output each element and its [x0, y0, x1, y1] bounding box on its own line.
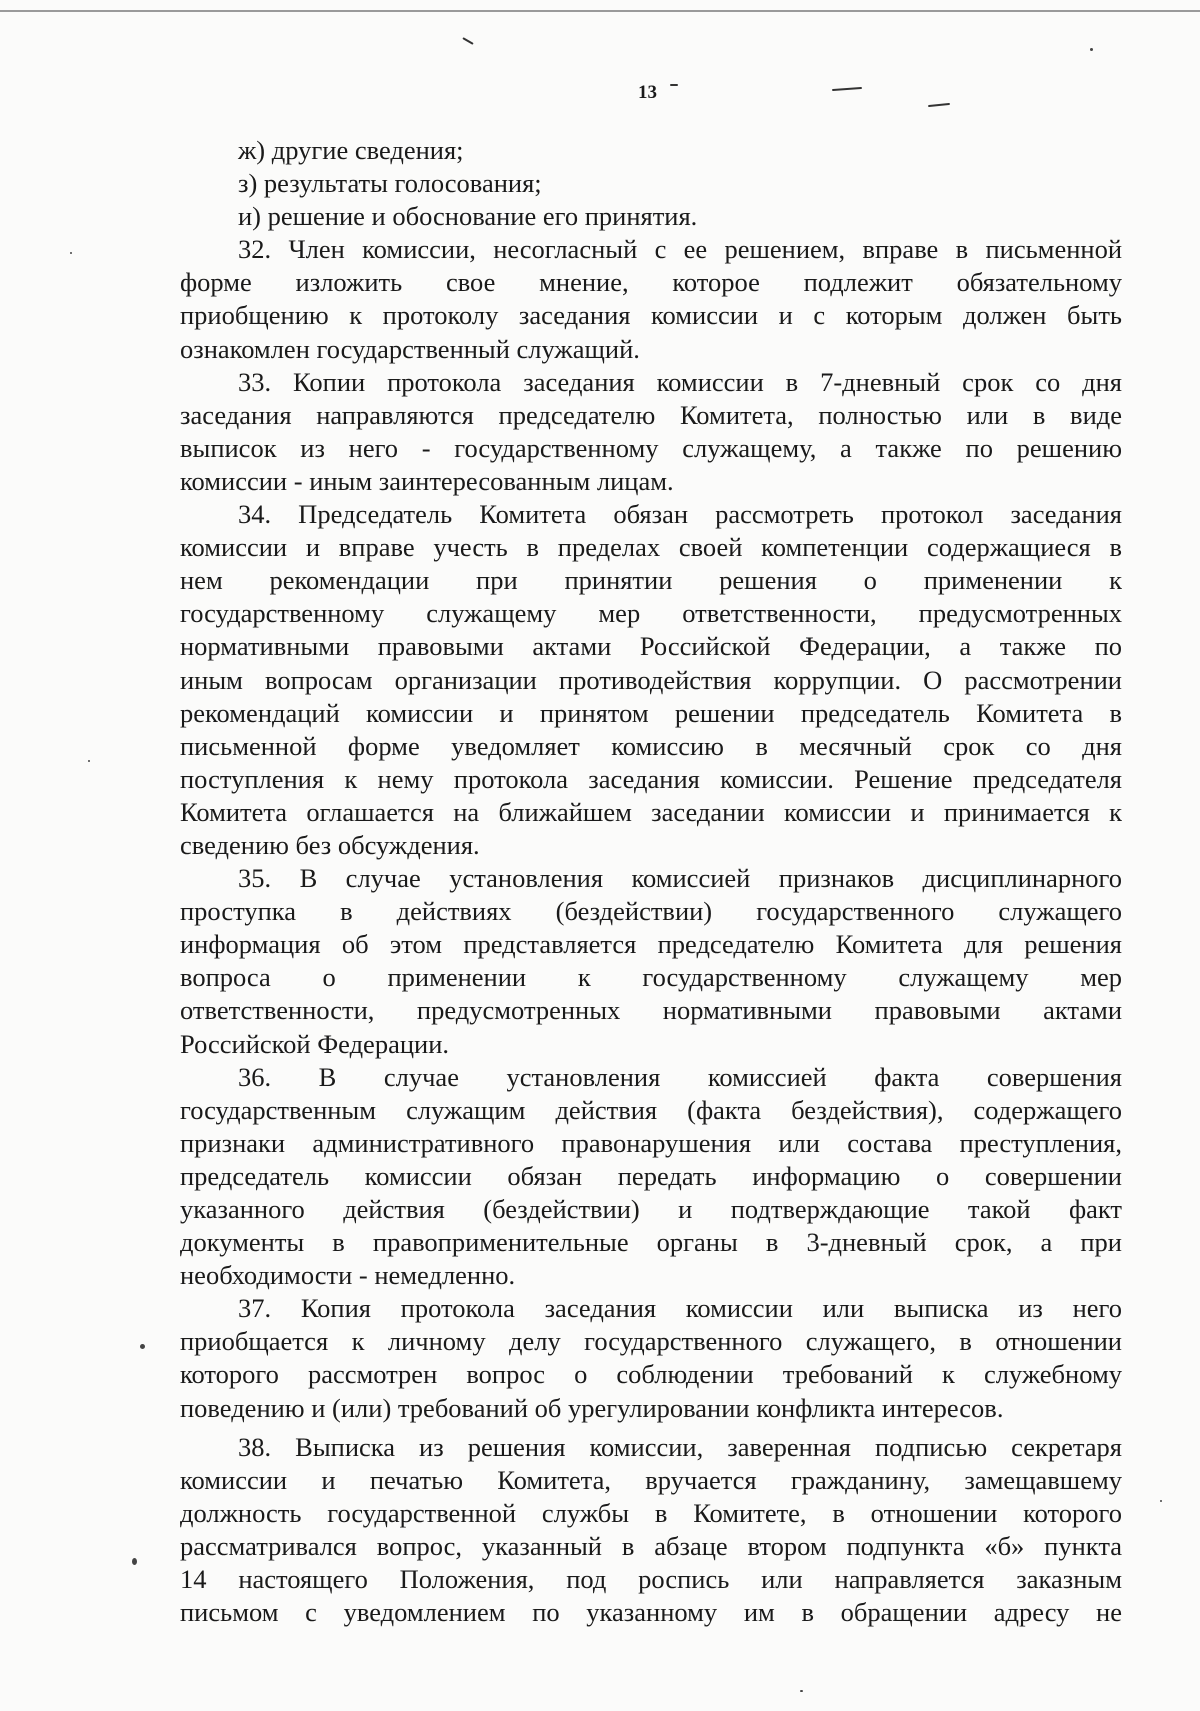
scan-mark: [928, 103, 950, 107]
scan-speck: [1160, 1500, 1162, 1502]
text-line: письменной форме уведомляет комиссию в месячный срок со дня: [180, 730, 1122, 761]
text-line: письмом с уведомлением по указанному им в обращении адресу не: [180, 1597, 1122, 1628]
text-line: государственным служащим действия (факта бездействия), содержащего: [180, 1094, 1122, 1125]
text-line: проступка в действиях (бездействии) государственного служащего: [180, 896, 1122, 927]
scan-mark: [670, 84, 678, 86]
scan-speck: [88, 760, 90, 762]
text-line: рекомендаций комиссии и принятом решении председатель Комитета в: [180, 697, 1122, 728]
text-line: рассматривался вопрос, указанный в абзаце втором подпункта «б» пункта: [180, 1530, 1122, 1561]
text-line: Комитета оглашается на ближайшем заседании комиссии и принимается к: [180, 796, 1122, 827]
text-line: вопроса о применении к государственному служащему мер: [180, 962, 1122, 993]
text-line: ознакомлен государственный служащий.: [180, 333, 640, 364]
text-line: приобщению к протоколу заседания комиссии и с которым должен быть: [180, 300, 1122, 331]
text-line: информация об этом представляется председателю Комитета для решения: [180, 929, 1122, 960]
text-line: 35. В случае установления комиссией признаков дисциплинарного: [238, 863, 1122, 894]
text-line: поступления к нему протокола заседания комиссии. Решение председателя: [180, 763, 1122, 794]
text-line: заседания направляются председателю Комитета, полностью или в виде: [180, 399, 1122, 430]
text-line: которого рассмотрен вопрос о соблюдении требований к служебному: [180, 1359, 1122, 1390]
text-line: 34. Председатель Комитета обязан рассмотреть протокол заседания: [238, 499, 1122, 530]
text-line: приобщается к личному делу государственного служащего, в отношении: [180, 1326, 1122, 1357]
text-line: и) решение и обоснование его принятия.: [238, 201, 698, 232]
scan-speck: [132, 1558, 137, 1565]
scan-speck: [800, 1690, 803, 1692]
text-line: форме изложить свое мнение, которое подлежит обязательному: [180, 267, 1122, 298]
text-line: государственному служащему мер ответственности, предусмотренных: [180, 598, 1122, 629]
text-line: указанного действия (бездействии) и подтверждающие такой факт: [180, 1194, 1122, 1224]
text-line: 38. Выписка из решения комиссии, заверенная подписью секретаря: [238, 1431, 1122, 1462]
text-line: выписок из него - государственному служащему, а также по решению: [180, 432, 1122, 463]
text-line: комиссии и вправе учесть в пределах своей компетенции содержащиеся в: [180, 532, 1122, 563]
scan-mark: [832, 87, 862, 91]
text-line: признаки административного правонарушения или состава преступления,: [180, 1127, 1122, 1158]
scan-mark: [462, 37, 473, 45]
scan-speck: [1090, 48, 1093, 51]
text-line: 33. Копии протокола заседания комиссии в 7-дневный срок со дня: [238, 366, 1122, 397]
text-line: необходимости - немедленно.: [180, 1260, 516, 1291]
text-line: ответственности, предусмотренных нормативными правовыми актами: [180, 995, 1122, 1026]
text-line: документы в правоприменительные органы в 3-дневный срок, а при: [180, 1227, 1122, 1258]
text-line: ж) другие сведения;: [238, 135, 464, 165]
text-line: комиссии - иным заинтересованным лицам.: [180, 465, 674, 496]
text-line: Российской Федерации.: [180, 1028, 449, 1059]
scan-speck: [70, 252, 72, 254]
page-number: 13: [638, 82, 657, 103]
text-line: комиссии и печатью Комитета, вручается гражданину, замещавшему: [180, 1464, 1122, 1495]
scan-top-edge: [0, 10, 1200, 12]
text-line: нормативными правовыми актами Российской Федерации, а также по: [180, 631, 1122, 662]
text-line: 37. Копия протокола заседания комиссии или выписка из него: [238, 1293, 1122, 1324]
scan-speck: [140, 1344, 145, 1349]
text-line: 14 настоящего Положения, под роспись или направляется заказным: [180, 1564, 1122, 1595]
document-body: [180, 134, 1122, 1629]
text-line: должность государственной службы в Комитете, в отношении которого: [180, 1497, 1122, 1528]
text-line: поведению и (или) требований об урегулировании конфликта интересов.: [180, 1392, 1004, 1423]
text-line: председатель комиссии обязан передать информацию о совершении: [180, 1160, 1122, 1191]
text-line: нем рекомендации при принятии решения о применении к: [180, 565, 1122, 596]
text-line: иным вопросам организации противодействия коррупции. О рассмотрении: [180, 664, 1122, 695]
text-line: сведению без обсуждения.: [180, 829, 480, 860]
text-line: 36. В случае установления комиссией факта совершения: [238, 1061, 1122, 1092]
text-line: з) результаты голосования;: [238, 168, 542, 199]
text-line: 32. Член комиссии, несогласный с ее решением, вправе в письменной: [238, 234, 1122, 265]
